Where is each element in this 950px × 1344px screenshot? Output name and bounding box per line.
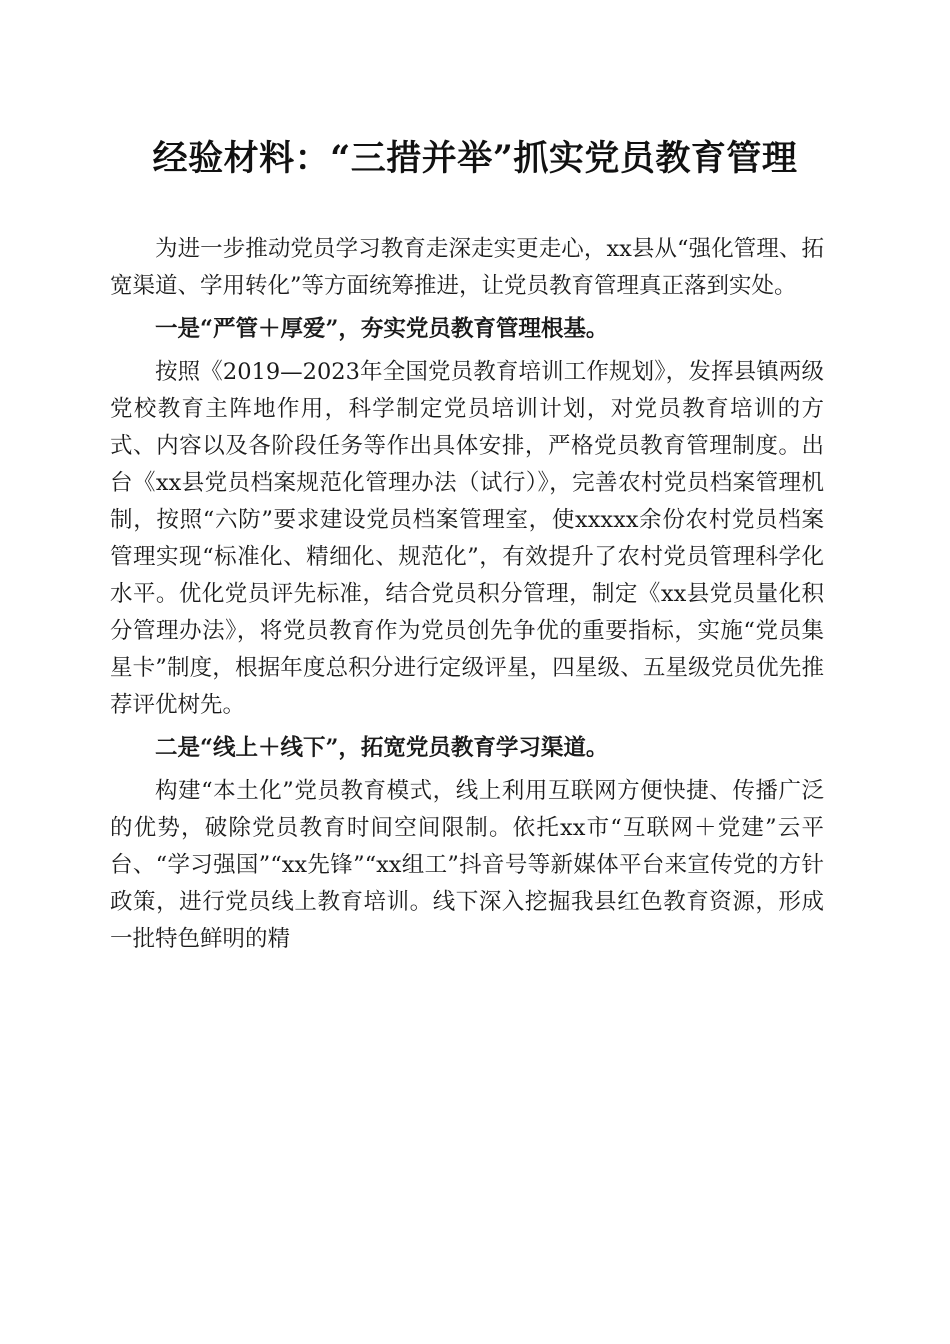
section-heading-1: 一是“严管＋厚爱”，夯实党员教育管理根基。 [155, 316, 609, 342]
document-title: 经验材料：“三措并举”抓实党员教育管理 [152, 138, 798, 179]
document-body [110, 231, 824, 964]
section-1-paragraph: 按照《2019—2023年全国党员教育培训工作规划》，发挥县镇两级党校教育主阵地作用，科学制定党员培训计划，对党员教育培训的方式、内容以及各阶段任务等作出具体安排，严格党员教育管理制度。出台《xx县党员档案规范化管理办法（试行）》，完善农村党员档案管理机制，按照“六防”要求建设党员档案管理室，使xxxxx余份农村党员档案管理实现“标准化、精细化、规范化”，有效提升了农村党员管理科学化水平。优化党员评先标准，结合党员积分管理，制定《xx县党员量化积分管理办法》，将党员教育作为党员创先争优的重要指标，实施“党员集星卡”制度，根据年度总积分进行定级评星，四星级、五星级党员优先推荐评优树先。 [110, 359, 824, 718]
section-heading-2: 二是“线上＋线下”，拓宽党员教育学习渠道。 [155, 735, 609, 761]
intro-paragraph: 为进一步推动党员学习教育走深走实更走心，xx县从“强化管理、拓宽渠道、学用转化”等方面统筹推进，让党员教育管理真正落到实处。 [110, 236, 824, 299]
section-2-paragraph: 构建“本土化”党员教育模式，线上利用互联网方便快捷、传播广泛的优势，破除党员教育时间空间限制。依托xx市“互联网＋党建”云平台、“学习强国”“xx先锋”“xx组工”抖音号等新媒体平台来宣传党的方针政策，进行党员线上教育培训。线下深入挖掘我县红色教育资源，形成一批特色鲜明的精 [110, 778, 824, 952]
